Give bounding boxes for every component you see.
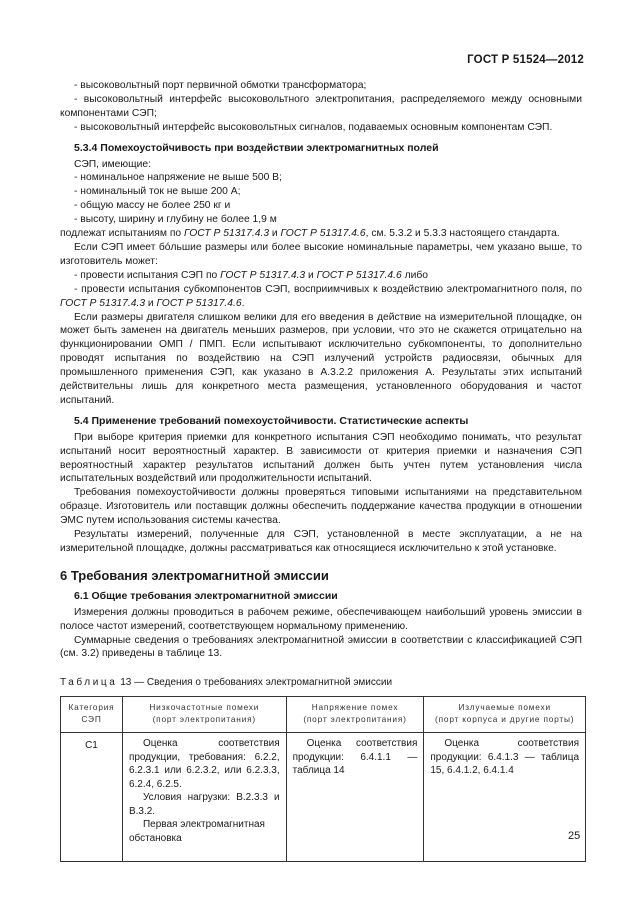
table-caption: Таблица 13 — Сведения о требованиях электромагнитной эмиссии bbox=[60, 677, 393, 689]
standard-reference: ГОСТ Р 51317.4.3 bbox=[60, 297, 146, 309]
standard-reference: ГОСТ Р 51317.4.6 bbox=[156, 297, 242, 309]
list-item: - номинальное напряжение не выше 500 В; bbox=[74, 172, 282, 184]
emission-requirements-table bbox=[60, 696, 586, 862]
list-item: - высоковольтный интерфейс высоковольтного электропитания, распределяемого между основными компонентами СЭП; bbox=[60, 93, 582, 119]
cell-text: Оценка соответствия продукции, требования: 6.2.2, 6.2.3.1 или 6.2.3.2, или 6.2.3.3, 6.2.4, 6.2.5. bbox=[128, 738, 280, 790]
section-heading-5-4: 5.4 Применение требований помехоустойчивости. Статистические аспекты bbox=[74, 414, 469, 427]
list-item: - общую массу не более 250 кг и bbox=[74, 200, 231, 212]
paragraph: Измерения должны проводиться в рабочем режиме, обеспечивающем наибольший уровень эмиссии в полосе частот измерений, соответствующем нормальному применению. bbox=[60, 606, 582, 632]
table-cell-radiated bbox=[424, 733, 586, 862]
column-header: Категория СЭП bbox=[61, 697, 123, 733]
column-header: Излучаемые помехи (порт корпуса и другие порты) bbox=[424, 697, 586, 733]
page-number: 25 bbox=[568, 830, 581, 842]
table-header-row bbox=[61, 697, 586, 733]
section-heading-5-3-4: 5.3.4 Помехоустойчивость при воздействии электромагнитных полей bbox=[74, 141, 439, 154]
list-item: - высоту, ширину и глубину не более 1,9 м bbox=[74, 214, 277, 226]
cell-text: Первая электромагнитная обстановка bbox=[128, 819, 265, 844]
paragraph: Суммарные сведения о требованиях электромагнитной эмиссии в соответствии с классификацией СЭП (см. 3.2) приведены в таблице 13. bbox=[60, 634, 582, 660]
paragraph: Если размеры двигателя слишком велики для его введения в действие на измерительной площадке, он может быть заменен на двигатель меньших размеров, при условии, что это не скажется отрицательно на функционировании ОМП / ПМП. Если испытывают исключительно субкомпоненты, то дополнительно проводят испытания по воздействию на СЭП излучений устройств радиосвязи, обычных для промышленного применения СЭП, как указано в А.3.2.2 приложения А. Результаты этих испытаний действительны лишь для конкретного места размещения, установленного оборудования и частот испытаний. bbox=[60, 311, 582, 406]
list-item: - высоковольтный порт первичной обмотки трансформатора; bbox=[74, 80, 367, 91]
paragraph: Требования помехоустойчивости должны проверяться типовыми испытаниями на представительном образце. Изготовитель или поставщик должны обеспечить поддержание качества продукции в отношении ЭМС путем использования системы качества. bbox=[60, 487, 582, 527]
list-item: - высоковольтный интерфейс высоковольтных сигналов, подаваемых основным компонентам СЭП. bbox=[74, 121, 553, 133]
paragraph: Если СЭП имеет бóльшие размеры или более высокие номинальные параметры, чем указано выше, то изготовитель может: bbox=[60, 241, 582, 267]
column-header: Низкочастотные помехи (порт электропитания) bbox=[122, 697, 286, 733]
standard-reference: ГОСТ Р 51317.4.3 bbox=[220, 269, 306, 281]
paragraph: При выборе критерия приемки для конкретного испытания СЭП необходимо понимать, что результат испытаний носит вероятностный характер. В зависимости от критерия приемки и назначения СЭП вероятностный характер результатов испытаний должен быть учтен путем установления числа испытательных воздействий или продолжительности испытаний. bbox=[60, 431, 582, 485]
list-item: - провести испытания СЭП по ГОСТ Р 51317.4.3 и ГОСТ Р 51317.4.6 либо bbox=[74, 269, 428, 281]
paragraph: Результаты измерений, полученные для СЭП, установленной в месте эксплуатации, а не на измерительной площадке, должны рассматриваться как относящиеся исключительно к этой установке. bbox=[60, 529, 582, 554]
paragraph: СЭП, имеющие: bbox=[74, 158, 151, 170]
running-header: ГОСТ Р 51524—2012 bbox=[467, 54, 584, 66]
table-cell-category: С1 bbox=[61, 733, 123, 862]
table-cell-voltage bbox=[286, 733, 424, 862]
column-header: Напряжение помех (порт электропитания) bbox=[286, 697, 424, 733]
standard-reference: ГОСТ Р 51317.4.6 bbox=[316, 269, 402, 281]
table-row bbox=[61, 733, 586, 862]
section-heading-6: 6 Требования электромагнитной эмиссии bbox=[60, 567, 329, 583]
standard-reference: ГОСТ Р 51317.4.3 bbox=[184, 228, 270, 240]
page-body bbox=[60, 79, 582, 862]
list-item: - номинальный ток не выше 200 А; bbox=[74, 186, 241, 198]
table-cell-low-frequency bbox=[122, 733, 286, 862]
cell-text: Условия нагрузки: В.2.3.3 и В.3.2. bbox=[128, 792, 280, 817]
standard-reference: ГОСТ Р 51317.4.6 bbox=[280, 228, 366, 240]
section-heading-6-1: 6.1 Общие требования электромагнитной эмиссии bbox=[74, 589, 338, 602]
cell-text: Оценка соответствия продукции: 6.4.1.1 — таблица 14 bbox=[292, 738, 418, 777]
list-item: - провести испытания субкомпонентов СЭП, восприимчивых к воздействию электромагнитного поля, по ГОСТ Р 51317.4.3 и ГОСТ Р 51317.4.6. bbox=[60, 283, 582, 309]
paragraph: подлежат испытаниям по ГОСТ Р 51317.4.3 и ГОСТ Р 51317.4.6, см. 5.3.2 и 5.3.3 настоящего стандарта. bbox=[60, 228, 560, 240]
cell-text: Оценка соответствия продукции: 6.4.1.3 — таблица 15, 6.4.1.2, 6.4.1.4 bbox=[430, 738, 579, 777]
